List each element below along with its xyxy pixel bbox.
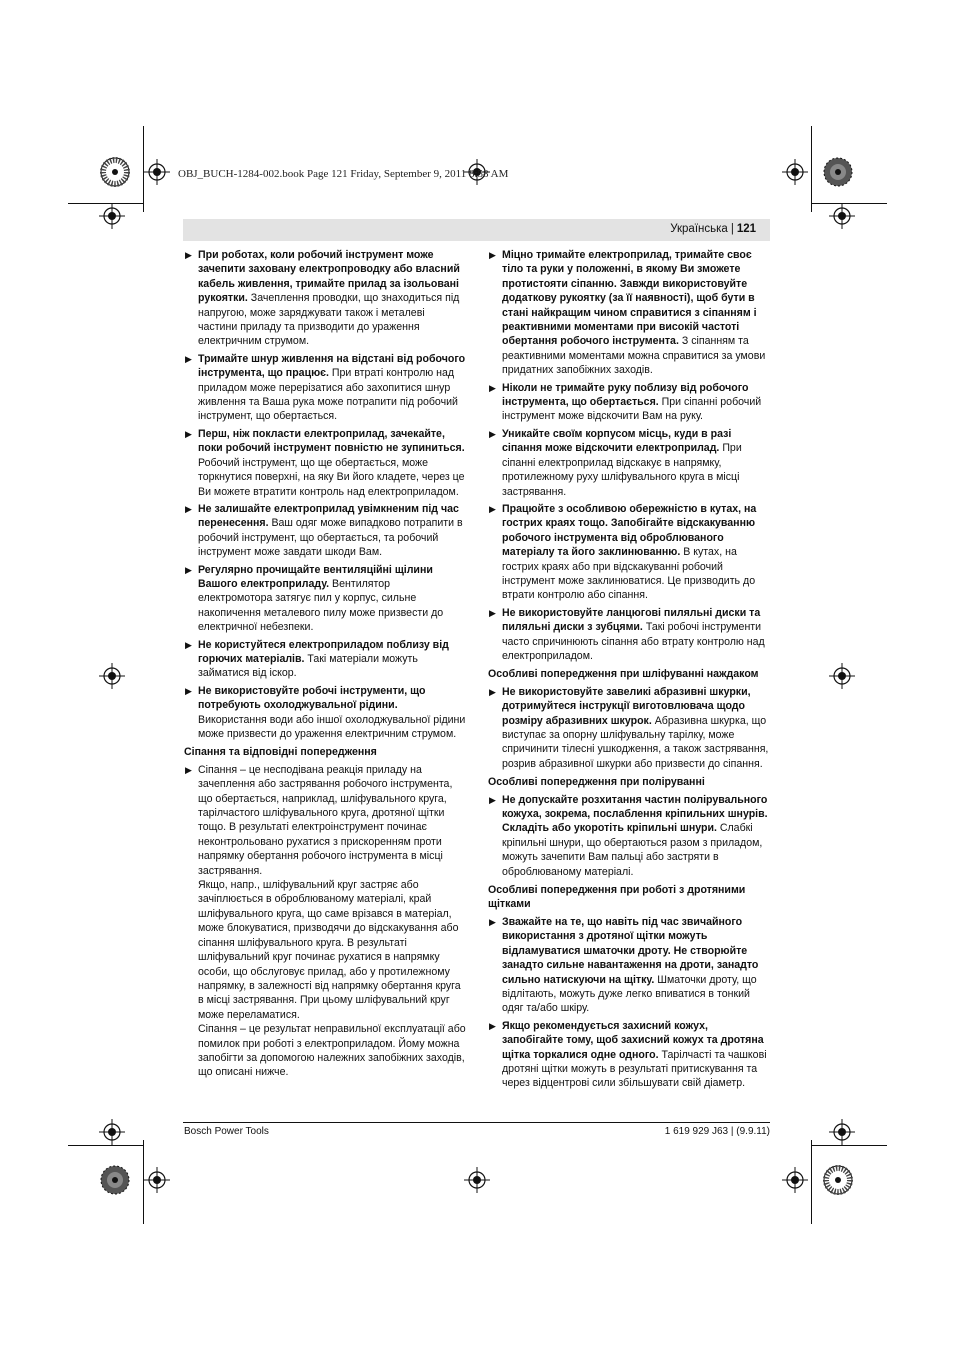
warning-explanation: Робочий інструмент, що ще обертається, може торкнутися поверхні, на яку Ви його кладете, через це Ви можете втратити контроль над електроприладом.: [198, 456, 465, 498]
page-number: 121: [736, 223, 756, 235]
warning-bold: Працюйте з особливою обережністю в кутах, на гострих краях тощо. Запобігайте відскакуванню робочого інструмента від оброблюваного матеріалу та його заклинюванню.: [502, 502, 757, 559]
bullet-icon: ▶: [489, 1020, 496, 1031]
warning-item: [184, 248, 466, 349]
bullet-icon: ▶: [489, 428, 496, 439]
crosshair-icon: [829, 663, 855, 689]
kickback-item: [184, 763, 466, 1080]
color-target-icon: [101, 1166, 129, 1194]
warning-explanation: Використання води або іншої охолоджувальної рідини може призвести до ураження електричним струмом.: [198, 713, 466, 740]
warning-text: [198, 684, 466, 742]
bullet-icon: ▶: [489, 916, 496, 927]
header-separator: |: [730, 223, 734, 235]
footer-doc-number: 1 619 929 J63 | (9.9.11): [664, 1126, 770, 1137]
warning-text: [198, 352, 466, 424]
warning-bold: При роботах, коли робочий інструмент може зачепити заховану електропроводку або власний кабель живлення, тримайте прилад за ізольовані рукоятки.: [198, 249, 460, 305]
section-heading-kickback: Сіпання та відповідні попередження: [184, 746, 377, 759]
warning-explanation: При сіпанні електроприлад відскакує в напрямку, протилежному руху шліфувального круга в місці застрявання.: [502, 442, 742, 498]
warning-explanation: Абразивна шкурка, що виступає за опорну шліфувальну тарілку, може спричинити тілесні ушкодження, а також застрявання, розрив абразивної шкурки або призвести до сіпання.: [502, 714, 769, 770]
warning-text: [502, 381, 770, 424]
warning-text: [198, 638, 466, 681]
warning-text: [502, 248, 770, 378]
warning-explanation: Ваш одяг може випадково потрапити в робочий інструмент, що обертається, та робочий інструмент може завдати шкоди Вам.: [198, 517, 463, 559]
crosshair-icon: [144, 1167, 170, 1193]
right-items: [488, 248, 770, 663]
warning-explanation: Слабкі кріпильні шнури, що обертаються разом з приладом, можуть зачепити Вам пальці або застряти в оброблюваному матеріалі.: [502, 822, 763, 878]
warning-bold: Не використовуйте завеликі абразивні шкурки, дотримуйтеся інструкції виготовлювача щодо розміру абразивних шкурок.: [502, 685, 751, 727]
warning-item: [488, 248, 770, 378]
warning-item: [488, 381, 770, 424]
warning-item: [184, 638, 466, 681]
header-label: [670, 223, 756, 235]
warning-item: [488, 685, 770, 771]
kickback-paragraph: Сіпання – це результат неправильної експлуатації або помилок при роботі з електроприладом. Йому можна запобігти за допомогою належних запобіжних заходів, що описані нижче.: [198, 1023, 466, 1079]
warning-item: [184, 352, 466, 424]
warning-bold: Не використовуйте ланцюгові пиляльні диски та пиляльні диски з зубцями.: [502, 606, 761, 634]
warning-explanation: В кутах, на гострих краях або при відскакуванні робочий інструмент може заклинюватися. Це призводить до втрати контролю або сіпання.: [502, 546, 756, 602]
warning-text: [502, 1019, 770, 1091]
color-target-icon: [101, 158, 129, 186]
left-items: [184, 248, 466, 741]
warning-bold: Якщо рекомендується захисний кожух, запобігайте тому, щоб захисний кожух та дротяна щітка торкалися одне одного.: [502, 1019, 764, 1061]
warning-explanation: Шматочки дроту, що відлітають, можуть дуже легко впиватися в тонкий одяг та/або шкіру.: [502, 973, 757, 1015]
warning-text: [502, 915, 770, 1016]
language-label: Українська: [670, 223, 728, 235]
warning-text: [198, 563, 466, 635]
crosshair-icon: [782, 159, 808, 185]
warning-item: [488, 915, 770, 1016]
left-column: [184, 248, 466, 1083]
warning-explanation: При втраті контролю над приладом може перерізатися або захопитися шнур живлення та Ваша рука може потрапити під робочий інструмент, що обертається.: [198, 367, 458, 423]
warning-text: [502, 606, 770, 664]
crosshair-icon: [464, 1167, 490, 1193]
section-heading-wire-brush: Особливі попередження при роботі з дротяними щітками: [488, 884, 746, 911]
kickback-paragraph: Сіпання – це несподівана реакція приладу на зачеплення або застрявання робочого інструмента, що обертається, наприклад, шліфувального круга, тарілчастого шліфувального круга, дротяної щітки тощо. В результаті електроінструмент починає неконтрольовано рухатися з прискоренням проти напрямку обертання робочого інструмента в місці застрявання.: [198, 763, 453, 877]
warning-text: [198, 248, 466, 349]
warning-text: [502, 793, 770, 879]
kickback-paragraph: Якщо, напр., шліфувальний круг застряє або зачіплюється в оброблюваному матеріалі, край шліфувального круга, що саме врізався в матеріал, може блокуватися, призводячи до відскакування або сіпання шліфувального круга. В результаті шліфувальний круг починає рухатися в напрямку особи, що обслуговує прилад, або у протилежному напрямку, в залежності від напрямку обертання круга в місці застрявання. При цьому шліфувальний круг може переламатися.: [198, 879, 461, 1021]
bullet-icon: ▶: [185, 564, 192, 575]
warning-item: [184, 502, 466, 560]
warning-item: [488, 427, 770, 499]
section-heading-polishing: Особливі попередження при поліруванні: [488, 776, 705, 789]
crosshair-icon: [144, 159, 170, 185]
warning-bold: Не залишайте електроприлад увімкненим під час перенесення.: [198, 502, 459, 530]
bullet-icon: ▶: [185, 428, 192, 439]
bullet-icon: ▶: [185, 639, 192, 650]
warning-explanation: Такі матеріали можуть займатися від іскор.: [198, 652, 418, 680]
warning-text: [198, 427, 466, 499]
warning-item: [184, 427, 466, 499]
warning-text: [502, 427, 770, 499]
warning-item: [184, 563, 466, 635]
page-header: [183, 219, 770, 241]
crosshair-icon: [99, 203, 125, 229]
crosshair-icon: [782, 1167, 808, 1193]
warning-bold: Ніколи не тримайте руку поблизу від робочого інструмента, що обертається.: [502, 381, 749, 409]
section-heading-sanding: Особливі попередження при шліфуванні наждаком: [488, 668, 759, 681]
warning-item: [488, 502, 770, 603]
right-items: [488, 915, 770, 1091]
bullet-icon: ▶: [185, 250, 192, 260]
crosshair-icon: [99, 1119, 125, 1145]
bullet-icon: ▶: [185, 764, 192, 775]
warning-text: [198, 502, 466, 560]
warning-item: [488, 1019, 770, 1091]
warning-explanation: З сіпанням та реактивними моментами можна справитися за умови придатних запобіжних заходів.: [502, 335, 766, 377]
footer-rule: [183, 1122, 770, 1123]
warning-bold: Не користуйтеся електроприладом поблизу від горючих матеріалів.: [198, 638, 449, 665]
color-target-icon: [824, 158, 852, 186]
warning-bold: Зважайте на те, що навіть під час звичайного використання з дротяної щітки можуть відламуватися шматочки дроту. Не створюйте занадто сильне навантаження на дроти, занадто сильно натискуючи на щітку.: [502, 915, 759, 986]
bullet-icon: ▶: [489, 607, 496, 618]
warning-text: [502, 502, 770, 603]
warning-bold: Перш, ніж покласти електроприлад, зачекайте, поки робочий інструмент повністю не зупиниться.: [198, 427, 465, 455]
warning-bold: Регулярно прочищайте вентиляційні щілини Вашого електроприладу.: [198, 563, 433, 590]
warning-explanation: Такі робочі інструменти часто спричинюють сіпання або втрату контролю над електроприладом.: [502, 621, 765, 662]
warning-explanation: Вентилятор електромотора затягує пил у корпус, сильне накопичення металевого пилу може призвести до електричної небезпеки.: [198, 577, 444, 634]
warning-item: [184, 684, 466, 742]
bullet-icon: ▶: [185, 503, 192, 514]
warning-bold: Тримайте шнур живлення на відстані від робочого інструмента, що працює.: [198, 352, 466, 380]
crosshair-icon: [829, 1119, 855, 1145]
warning-bold: Не допускайте розхитання частин полірувального кожуха, зокрема, послаблення кріпильних шнурів. Складіть або укоротіть кріпильні шнури.: [502, 793, 768, 835]
warning-bold: Уникайте своїм корпусом місць, куди в разі сіпання може відскочити електроприлад.: [502, 427, 732, 455]
warning-item: [488, 793, 770, 879]
warning-item: [488, 606, 770, 664]
warning-explanation: Зачеплення проводки, що знаходиться під напругою, може заряджувати також і металеві частини приладу та призводити до ураження електричним струмом.: [198, 292, 460, 348]
print-slug: OBJ_BUCH-1284-002.book Page 121 Friday, September 9, 2011 8:58 AM: [178, 168, 509, 180]
bullet-icon: ▶: [185, 353, 192, 364]
crosshair-icon: [99, 663, 125, 689]
warning-bold: Не використовуйте робочі інструменти, що потребують охолоджувальної рідини.: [198, 684, 426, 712]
bullet-icon: ▶: [489, 686, 496, 697]
crosshair-icon: [829, 203, 855, 229]
bullet-icon: ▶: [489, 382, 496, 393]
bullet-icon: ▶: [489, 503, 496, 514]
warning-explanation: Тарілчасті та чашкові дротяні щітки можуть в результаті притискування та через відцентрові сили збільшувати свій діаметр.: [502, 1048, 767, 1090]
warning-text: [502, 685, 770, 771]
warning-explanation: При сіпанні робочий інструмент може відскочити Вам на руку.: [502, 396, 762, 423]
right-items: [488, 685, 770, 771]
right-items: [488, 793, 770, 879]
bullet-icon: ▶: [185, 685, 192, 696]
warning-bold: Міцно тримайте електроприлад, тримайте своє тіло та руки у положенні, в якому Ви зможете протистояти сіпанню. Завжди використовуйте додаткову рукоятку (за її наявності), щоб бути в стані найкращим чином справитися з сіпанням і реактивними моментами при високій частоті обертання робочого інструмента.: [502, 249, 757, 348]
color-target-icon: [824, 1166, 852, 1194]
bullet-icon: ▶: [489, 794, 496, 805]
right-column: [488, 248, 770, 1094]
bullet-icon: ▶: [489, 250, 496, 260]
footer-brand: Bosch Power Tools: [184, 1126, 269, 1137]
